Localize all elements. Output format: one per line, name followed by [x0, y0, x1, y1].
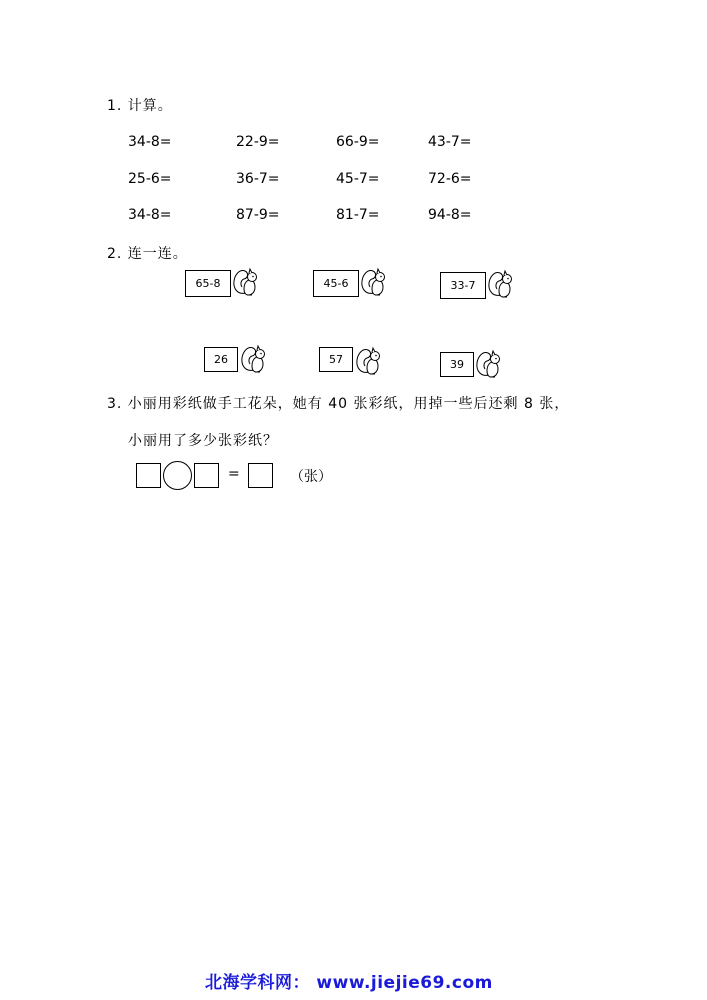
question-2-title: 2. 连一连。	[107, 246, 188, 262]
squirrel-icon	[240, 344, 266, 374]
expression: 81-7=	[336, 207, 380, 223]
expression: 22-9=	[236, 134, 280, 150]
expression: 25-6=	[128, 171, 172, 187]
expression: 94-8=	[428, 207, 472, 223]
expression: 66-9=	[336, 134, 380, 150]
answer-box-1[interactable]	[136, 463, 161, 488]
match-box-bottom[interactable]: 57	[319, 347, 353, 372]
question-3-text: 3. 小丽用彩纸做手工花朵，她有 40 张彩纸，用掉一些后还剩 8 张，	[107, 396, 570, 412]
expression: 45-7=	[336, 171, 380, 187]
match-box-top[interactable]: 33-7	[440, 272, 486, 299]
expression: 36-7=	[236, 171, 280, 187]
squirrel-icon	[355, 346, 381, 376]
match-box-bottom[interactable]: 26	[204, 347, 238, 372]
squirrel-icon	[232, 267, 258, 297]
answer-box-result[interactable]	[248, 463, 273, 488]
squirrel-icon	[475, 349, 501, 379]
equals-sign: =	[228, 466, 240, 482]
expression: 34-8=	[128, 134, 172, 150]
squirrel-icon	[487, 269, 513, 299]
question-1-title: 1. 计算。	[107, 98, 173, 114]
match-box-bottom[interactable]: 39	[440, 352, 474, 377]
match-box-top[interactable]: 65-8	[185, 270, 231, 297]
footer-watermark[interactable]: 北海学科网： www.jiejie69.com	[205, 973, 493, 993]
squirrel-icon	[360, 267, 386, 297]
expression: 43-7=	[428, 134, 472, 150]
match-box-top[interactable]: 45-6	[313, 270, 359, 297]
expression: 87-9=	[236, 207, 280, 223]
question-3-question: 小丽用了多少张彩纸？	[128, 433, 278, 449]
operator-circle[interactable]	[163, 461, 192, 490]
answer-box-2[interactable]	[194, 463, 219, 488]
unit-label: （张）	[290, 469, 332, 485]
expression: 34-8=	[128, 207, 172, 223]
expression: 72-6=	[428, 171, 472, 187]
